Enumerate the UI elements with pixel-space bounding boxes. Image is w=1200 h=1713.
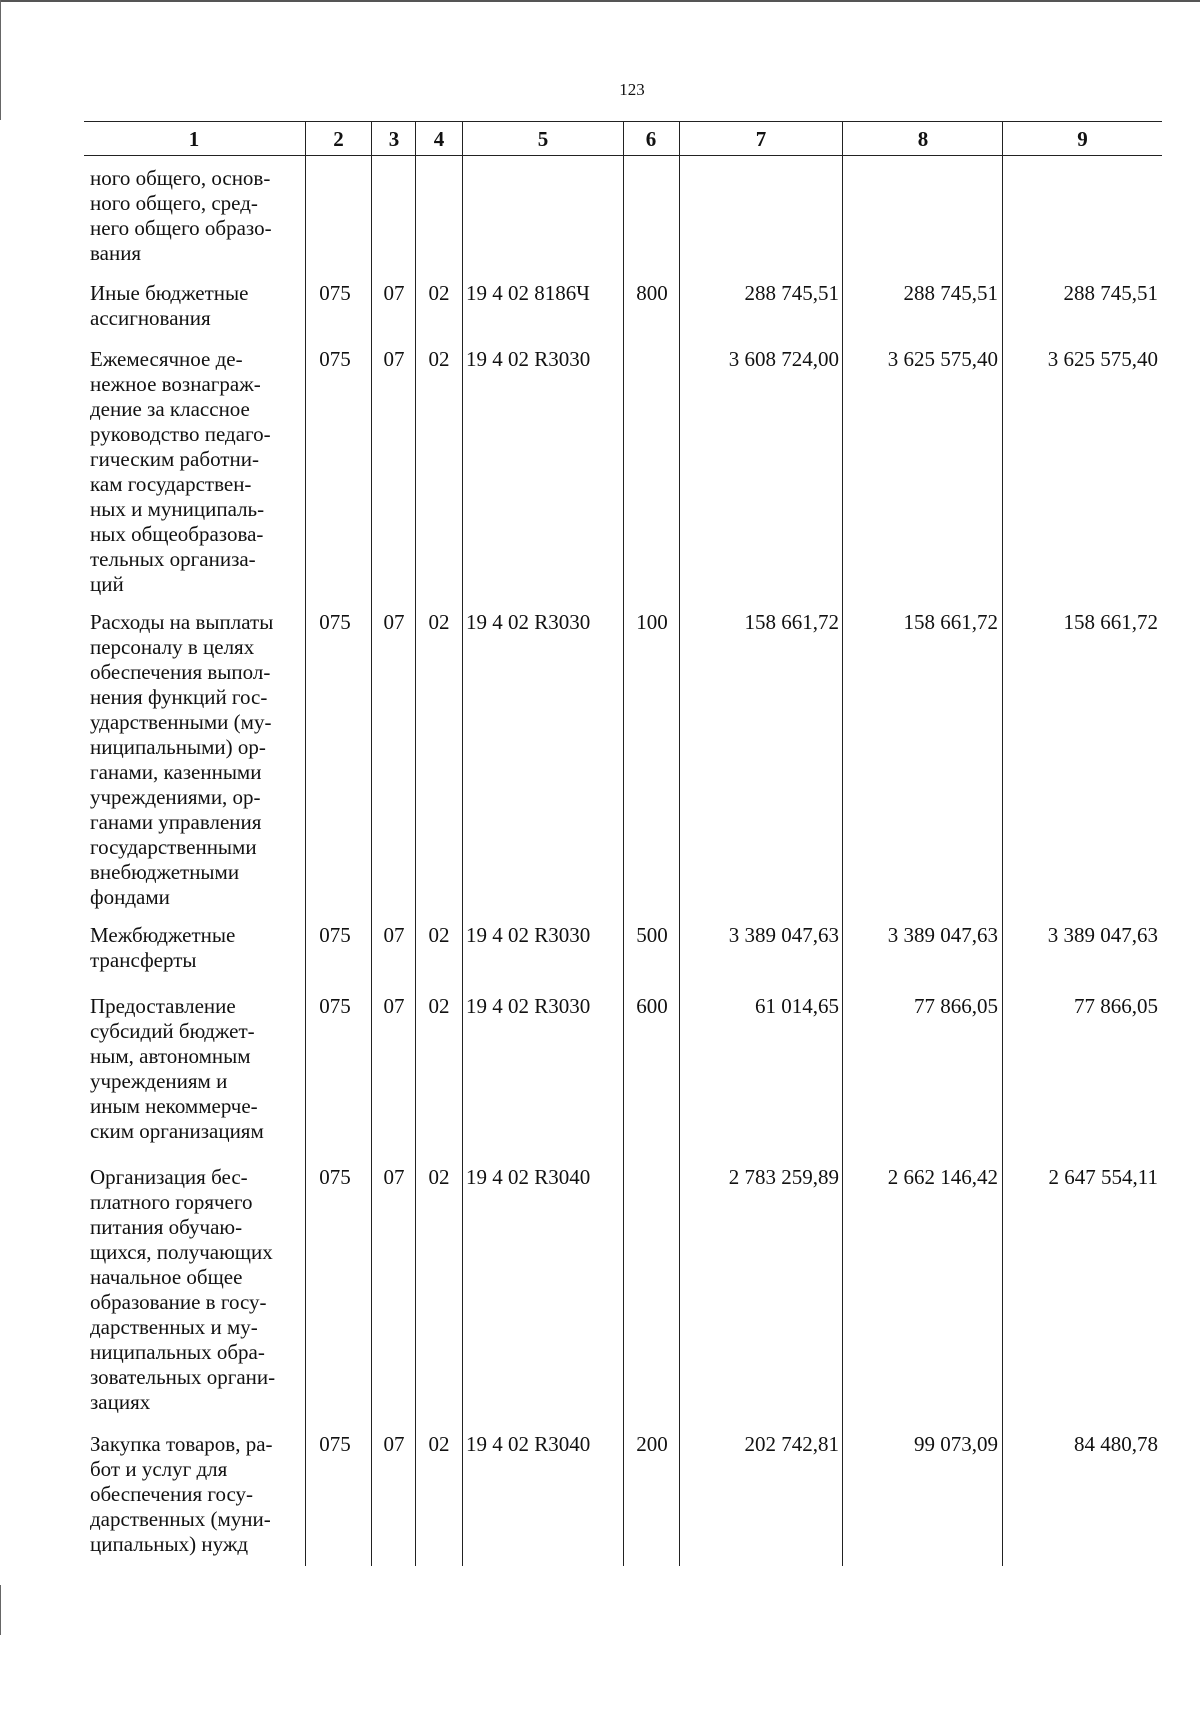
cell-target-item: 19 4 02 R3030 [466,923,591,947]
cell-amount-9: 288 745,51 [1063,281,1158,305]
cell-amount-9: 3 389 047,63 [1047,923,1158,947]
row-name: Организация бес- платного горячего питания обучаю- щихся, получающих начальное общее образование в госу- дарственных и му- ниципальных обра- зовательных органи- зациях [90,1165,276,1414]
scan-edge-top [0,0,1200,2]
cell-amount-9: 3 625 575,40 [1047,347,1158,371]
cell-code-ministry: 075 [319,347,351,371]
row-name: Предоставление субсидий бюджет- ным, автономным учреждениям и иным некоммерче- ским организациям [90,994,264,1143]
cell-amount-7: 202 742,81 [744,1432,839,1456]
cell-expense-type: 200 [636,1432,668,1456]
cell-amount-7: 288 745,51 [744,281,839,305]
cell-amount-9: 77 866,05 [1074,994,1158,1018]
cell-amount-8: 3 625 575,40 [887,347,998,371]
row-name: Межбюджетные трансферты [90,923,236,972]
column-header-1: 1 [188,127,200,151]
cell-target-item: 19 4 02 8186Ч [466,281,590,305]
column-header-7: 7 [755,127,767,151]
column-divider [415,121,416,1566]
cell-amount-8: 288 745,51 [903,281,998,305]
cell-code-ministry: 075 [319,994,351,1018]
cell-code-ministry: 075 [319,281,351,305]
column-header-6: 6 [645,127,657,151]
column-divider [842,121,843,1566]
scan-edge-left [0,0,1,120]
column-header-2: 2 [333,127,344,151]
row-name: Закупка товаров, ра- бот и услуг для обеспечения госу- дарственных (муни- ципальных) нужд [90,1432,273,1556]
cell-target-item: 19 4 02 R3030 [466,347,591,371]
column-header-9: 9 [1077,127,1088,151]
cell-subsection: 02 [428,610,450,634]
column-header-4: 4 [433,127,445,151]
cell-expense-type: 500 [636,923,668,947]
cell-section: 07 [383,1165,405,1189]
column-divider [371,121,372,1566]
cell-amount-7: 2 783 259,89 [728,1165,839,1189]
column-divider [1002,121,1003,1566]
cell-amount-8: 99 073,09 [914,1432,998,1456]
cell-amount-9: 2 647 554,11 [1048,1165,1158,1189]
cell-section: 07 [383,281,405,305]
cell-code-ministry: 075 [319,1165,351,1189]
row-name: Ежемесячное де- нежное вознаграж- дение за классное руководство педаго- гическим работни- кам государствен- ных и муниципаль- ных общеобразова- тельных организа- ций [90,347,271,596]
cell-target-item: 19 4 02 R3030 [466,994,591,1018]
cell-amount-8: 77 866,05 [914,994,998,1018]
cell-subsection: 02 [428,994,450,1018]
column-header-8: 8 [917,127,929,151]
cell-target-item: 19 4 02 R3030 [466,610,591,634]
cell-subsection: 02 [428,1165,450,1189]
cell-code-ministry: 075 [319,1432,351,1456]
cell-section: 07 [383,347,405,371]
cell-subsection: 02 [428,281,450,305]
cell-amount-8: 3 389 047,63 [887,923,998,947]
cell-target-item: 19 4 02 R3040 [466,1432,591,1456]
column-divider [623,121,624,1566]
cell-amount-7: 158 661,72 [744,610,839,634]
row-name: ного общего, основ- ного общего, сред- него общего образо- вания [90,166,272,265]
cell-expense-type: 800 [636,281,668,305]
cell-target-item: 19 4 02 R3040 [466,1165,591,1189]
cell-subsection: 02 [428,1432,450,1456]
column-header-3: 3 [388,127,400,151]
page-number: 123 [619,80,645,99]
scan-edge-left-lower [0,1585,1,1635]
cell-amount-7: 61 014,65 [755,994,839,1018]
cell-amount-8: 2 662 146,42 [887,1165,998,1189]
cell-amount-8: 158 661,72 [903,610,998,634]
cell-section: 07 [383,1432,405,1456]
cell-expense-type: 100 [636,610,668,634]
cell-amount-9: 158 661,72 [1063,610,1158,634]
cell-amount-7: 3 608 724,00 [728,347,839,371]
column-divider [462,121,463,1566]
column-divider [305,121,306,1566]
cell-code-ministry: 075 [319,923,351,947]
cell-subsection: 02 [428,347,450,371]
cell-section: 07 [383,923,405,947]
cell-subsection: 02 [428,923,450,947]
column-divider [679,121,680,1566]
cell-expense-type: 600 [636,994,668,1018]
column-header-5: 5 [537,127,549,151]
cell-section: 07 [383,610,405,634]
row-name: Иные бюджетные ассигнования [90,281,249,330]
cell-section: 07 [383,994,405,1018]
cell-amount-9: 84 480,78 [1074,1432,1158,1456]
cell-amount-7: 3 389 047,63 [728,923,839,947]
cell-code-ministry: 075 [319,610,351,634]
row-name: Расходы на выплаты персоналу в целях обеспечения выпол- нения функций гос- ударственными (му- ниципальными) ор- ганами, казенными учреждениями, ор- ганами управления государственными внебюджетными фондами [90,610,274,909]
